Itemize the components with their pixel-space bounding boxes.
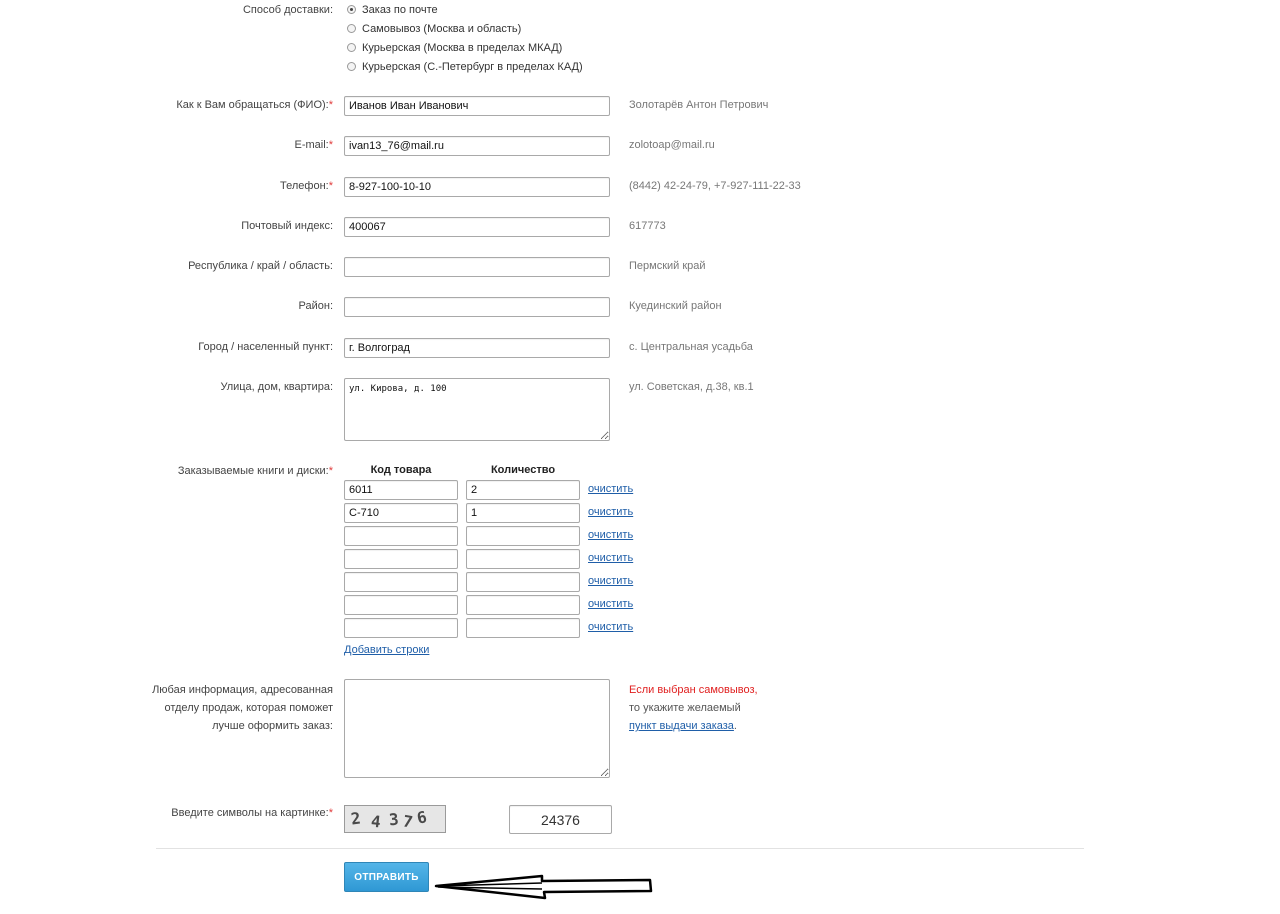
comments-label [152, 681, 333, 735]
items-label: Заказываемые книги и диски:* [177, 465, 333, 477]
captcha-glyph: 4 [370, 811, 382, 832]
comments-label-line: Любая информация, адресованная [152, 684, 333, 696]
city-label: Город / населенный пункт: [198, 341, 333, 353]
name-input[interactable] [344, 96, 610, 116]
delivery-option-label: Курьерская (С.-Петербург в пределах КАД) [362, 61, 583, 73]
comments-textarea[interactable] [344, 679, 610, 778]
delivery-option-label: Курьерская (Москва в пределах МКАД) [362, 42, 563, 54]
item-code-input[interactable] [344, 503, 458, 523]
column-header-quantity: Количество [490, 464, 556, 476]
item-code-input[interactable] [344, 480, 458, 500]
pickup-warning: Если выбран самовывоз, [629, 684, 758, 696]
phone-input[interactable] [344, 177, 610, 197]
email-label: E-mail:* [294, 139, 333, 151]
zip-hint: 617773 [629, 220, 666, 232]
comments-label-line: отделу продаж, которая поможет [164, 702, 333, 714]
pickup-hint-link-row [629, 717, 758, 735]
item-quantity-input[interactable] [466, 480, 580, 500]
district-label: Район: [298, 300, 333, 312]
radio-button[interactable] [347, 43, 356, 52]
pickup-hint-dot: . [733, 720, 737, 732]
clear-row-link[interactable]: очистить [588, 552, 634, 564]
clear-row-link[interactable]: очистить [588, 529, 634, 541]
email-hint: zolotoap@mail.ru [629, 139, 715, 151]
radio-button[interactable] [347, 24, 356, 33]
region-input[interactable] [344, 257, 610, 277]
email-input[interactable] [344, 136, 610, 156]
city-hint: с. Центральная усадьба [629, 341, 753, 353]
district-input[interactable] [344, 297, 610, 317]
phone-hint: (8442) 42-24-79, +7-927-111-22-33 [629, 180, 801, 192]
clear-row-link[interactable]: очистить [588, 598, 634, 610]
clear-row-link[interactable]: очистить [588, 483, 634, 495]
clear-row-link[interactable]: очистить [588, 506, 634, 518]
region-hint: Пермский край [629, 260, 706, 272]
item-quantity-input[interactable] [466, 526, 580, 546]
add-rows-link[interactable]: Добавить строки [344, 644, 430, 656]
city-input[interactable] [344, 338, 610, 358]
delivery-option[interactable] [347, 41, 562, 55]
comments-label-line: лучше оформить заказ: [212, 720, 333, 732]
pickup-hint-line: то укажите желаемый [629, 702, 741, 714]
captcha-input[interactable] [509, 805, 612, 834]
street-hint: ул. Советская, д.38, кв.1 [629, 381, 754, 393]
delivery-option[interactable] [347, 3, 438, 17]
captcha-image [344, 805, 446, 833]
region-label: Республика / край / область: [188, 260, 333, 272]
item-code-input[interactable] [344, 618, 458, 638]
item-code-input[interactable] [344, 572, 458, 592]
clear-row-link[interactable]: очистить [588, 575, 634, 587]
item-quantity-input[interactable] [466, 572, 580, 592]
delivery-option[interactable] [347, 60, 583, 74]
zip-input[interactable] [344, 217, 610, 237]
radio-button[interactable] [347, 5, 356, 14]
captcha-glyph: 7 [401, 811, 415, 832]
captcha-glyph: 2 [349, 808, 362, 829]
zip-label: Почтовый индекс: [241, 220, 333, 232]
street-textarea[interactable] [344, 378, 610, 441]
captcha-label: Введите символы на картинке:* [171, 807, 333, 819]
arrow-annotation [430, 870, 660, 904]
item-code-input[interactable] [344, 595, 458, 615]
delivery-option[interactable] [347, 22, 521, 36]
item-code-input[interactable] [344, 549, 458, 569]
clear-row-link[interactable]: очистить [588, 621, 634, 633]
captcha-glyph: 6 [415, 807, 429, 828]
submit-button[interactable]: ОТПРАВИТЬ [344, 862, 429, 892]
street-label: Улица, дом, квартира: [220, 381, 333, 393]
item-quantity-input[interactable] [466, 595, 580, 615]
column-header-code: Код товара [370, 464, 432, 476]
phone-label: Телефон:* [280, 180, 333, 192]
item-quantity-input[interactable] [466, 618, 580, 638]
comments-hint [629, 681, 758, 735]
item-quantity-input[interactable] [466, 503, 580, 523]
delivery-option-label: Самовывоз (Москва и область) [362, 23, 522, 35]
item-quantity-input[interactable] [466, 549, 580, 569]
delivery-label: Способ доставки: [242, 4, 333, 16]
radio-button[interactable] [347, 62, 356, 71]
name-label: Как к Вам обращаться (ФИО):* [176, 99, 333, 111]
name-hint: Золотарёв Антон Петрович [629, 99, 769, 111]
item-code-input[interactable] [344, 526, 458, 546]
pickup-point-link[interactable]: пункт выдачи заказа [629, 720, 734, 732]
delivery-option-label: Заказ по почте [362, 4, 438, 16]
captcha-glyph: 3 [388, 809, 400, 830]
district-hint: Куединский район [629, 300, 722, 312]
divider [156, 848, 1084, 849]
